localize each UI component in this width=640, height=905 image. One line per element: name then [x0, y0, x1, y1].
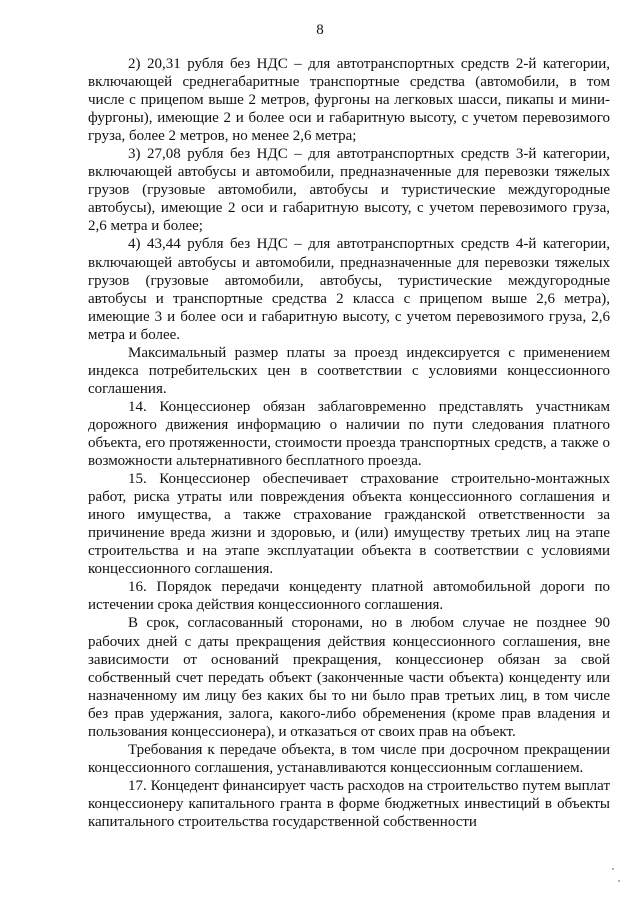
scan-speck [612, 868, 614, 870]
paragraph-tariff-category-4: 4) 43,44 рубля без НДС – для автотранспортных средств 4-й категории, включающей автобусы и автомобили, предназначенные для перевозки тяжелых грузов (грузовые автомобили, автобусы, туристические междугородные автобусы и транспортные средства 2 класса с прицепом выше 2,6 метра), имеющие 3 и более оси и габаритную высоту, с учетом перевозимого груза, 2,6 метра и более. [88, 236, 610, 343]
paragraph-transfer-requirements: Требования к передаче объекта, в том числе при досрочном прекращении концессионного соглашения, устанавливаются концессионным соглашением. [88, 741, 610, 776]
paragraph-transfer-deadline: В срок, согласованный сторонами, но в любом случае не позднее 90 рабочих дней с даты прекращения действия концессионного соглашения, вне зависимости от оснований прекращения, концессионер обязан за свой собственный счет передать объект (законченные части объекта) концеденту или назначенному им лицу без каких бы то ни было прав третьих лиц, в том числе без прав удержания, залога, какого-либо обременения (кроме прав владения и пользования концессионера), и отказаться от своих прав на объект. [88, 615, 610, 740]
paragraph-clause-15: 15. Концессионер обеспечивает страхование строительно-монтажных работ, риска утраты или повреждения объекта концессионного соглашения и иного имущества, а также страхование гражданской ответственности за причинение вреда жизни и здоровью, и (или) имуществу третьих лиц на этапе строительства и на этапе эксплуатации объекта в соответствии с условиями концессионного соглашения. [88, 471, 610, 578]
document-body [88, 55, 610, 831]
paragraph-clause-17: 17. Концедент финансирует часть расходов на строительство путем выплат концессионеру капитального гранта в форме бюджетных инвестиций в объекты капитального строительства государственной собственности [88, 777, 610, 830]
paragraph-clause-16-heading: 16. Порядок передачи концеденту платной автомобильной дороги по истечении срока действия концессионного соглашения. [88, 579, 610, 614]
paragraph-clause-14: 14. Концессионер обязан заблаговременно представлять участникам дорожного движения информацию о наличии по пути следования платного объекта, его протяженности, стоимости проезда транспортных средств, а также о возможности альтернативного бесплатного проезда. [88, 398, 610, 470]
scan-speck [618, 880, 620, 882]
page-number: 8 [316, 22, 324, 38]
paragraph-tariff-category-2: 2) 20,31 рубля без НДС – для автотранспортных средств 2-й категории, включающей среднегабаритные транспортные средства (автомобили, в том числе с прицепом выше 2 метров, фургоны на легковых шасси, пикапы и мини-фургоны), имеющие 2 и более оси и габаритную высоту, с учетом перевозимого груза, более 2 метров, но менее 2,6 метра; [88, 56, 610, 145]
paragraph-fee-indexation: Максимальный размер платы за проезд индексируется с применением индекса потребительских цен в соответствии с условиями концессионного соглашения. [88, 344, 610, 397]
paragraph-tariff-category-3: 3) 27,08 рубля без НДС – для автотранспортных средств 3-й категории, включающей автобусы и автомобили, предназначенные для перевозки тяжелых грузов (грузовые автомобили, автобусы и туристические междугородные автобусы), имеющие 2 оси и габаритную высоту, с учетом перевозимого груза, 2,6 метра и более; [88, 146, 610, 235]
